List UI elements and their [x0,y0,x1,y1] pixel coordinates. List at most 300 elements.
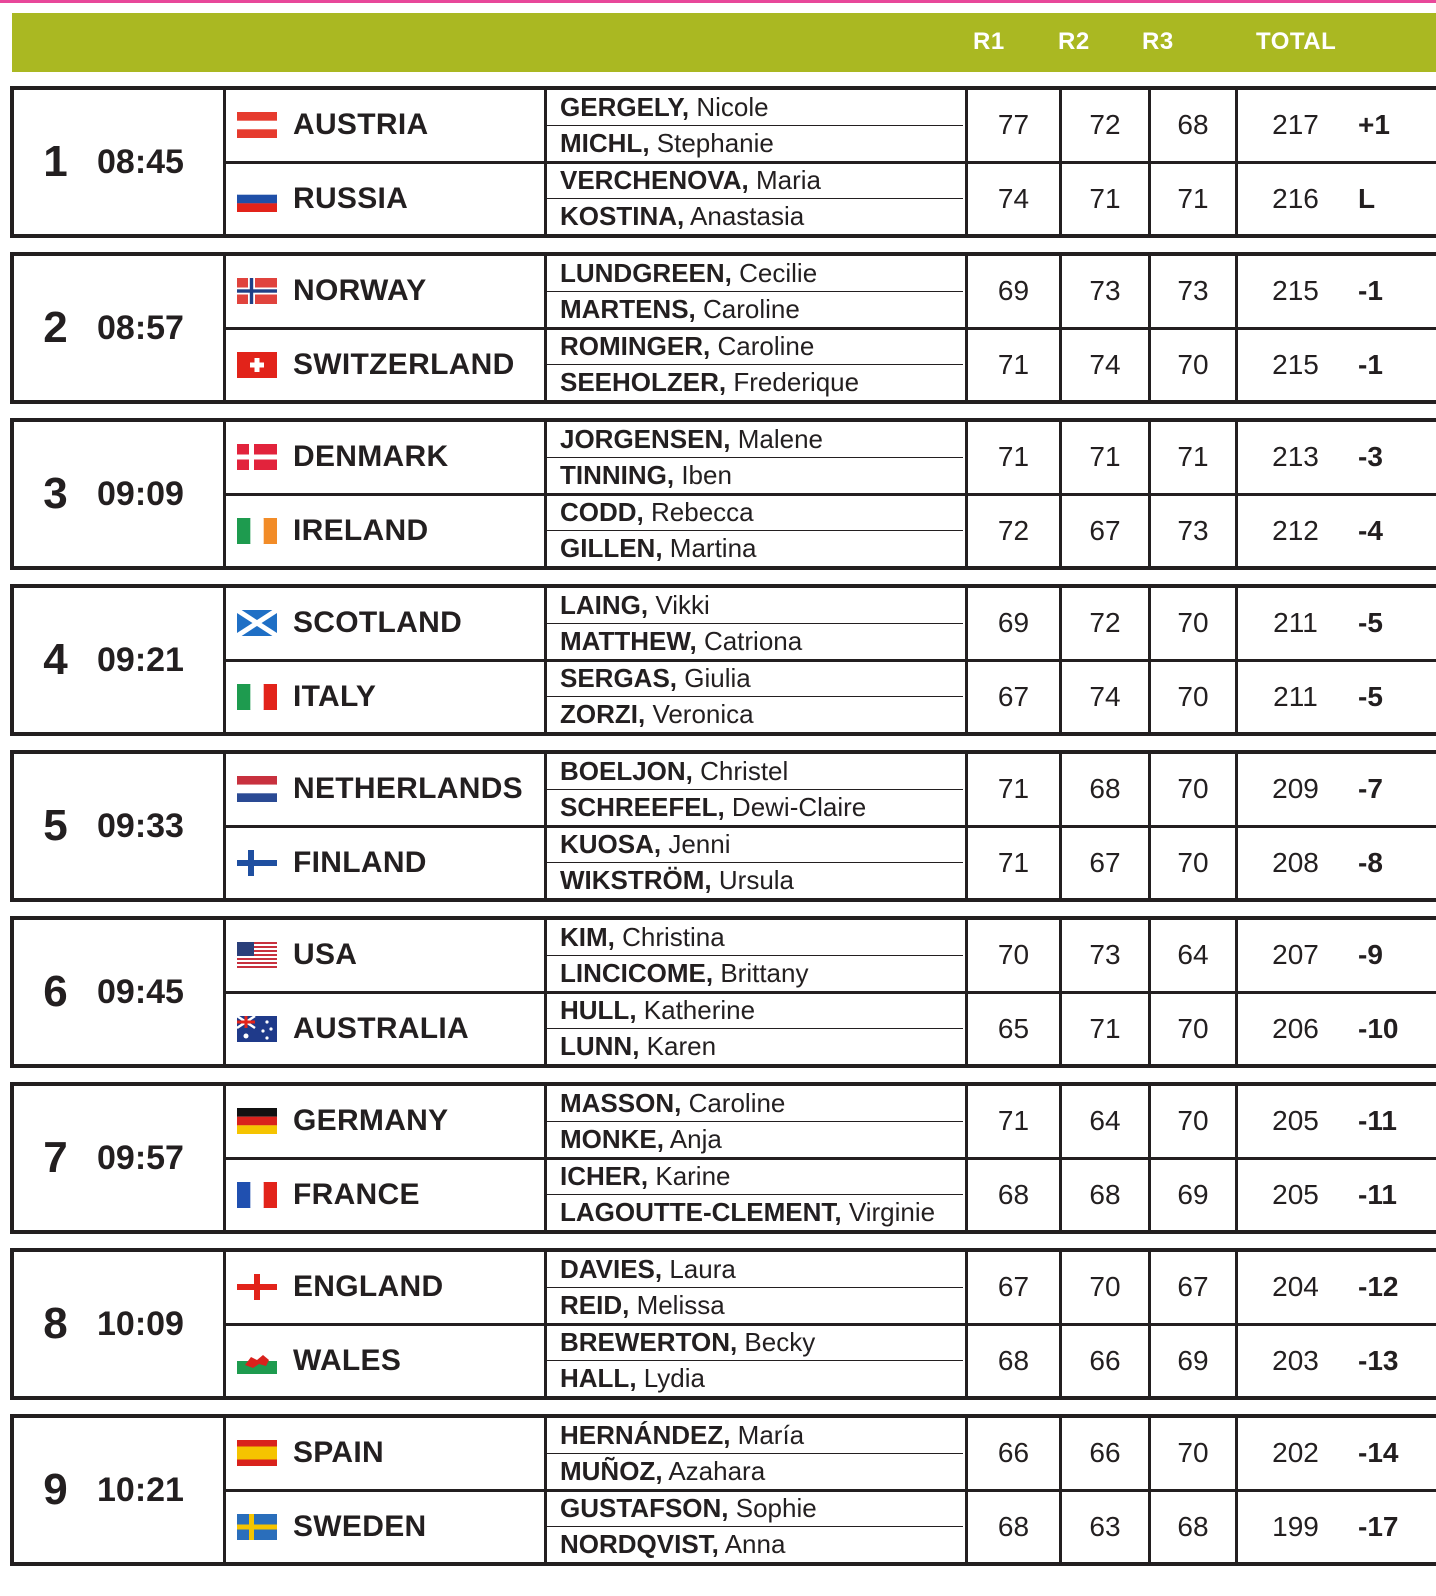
country-name: IRELAND [293,513,429,547]
team-cell [226,991,544,1065]
italy-flag-icon [237,684,277,710]
score-row [968,754,1436,825]
scores-column [965,422,1436,566]
player-pair [547,754,965,825]
player-name [547,256,965,291]
team-cell [226,1086,544,1157]
score-r1: 70 [968,920,1062,991]
player-first-name: Katherine [636,995,756,1026]
header-r3: R3 [1142,28,1174,55]
score-r2: 72 [1062,90,1151,161]
score-total: 212 [1272,514,1319,546]
group-number: 8 [43,1299,68,1348]
score-r1: 69 [968,588,1062,659]
score-r2: 71 [1062,164,1151,235]
player-first-name: Karen [639,1031,717,1062]
player-pair [547,422,965,493]
pairing-group [10,418,1436,570]
player-name [547,530,963,566]
player-last-name: DAVIES, [560,1253,663,1284]
player-first-name: Laura [662,1253,736,1284]
player-first-name: Ursula [711,865,795,896]
player-name [547,1287,963,1323]
header-r1: R1 [973,28,1005,55]
score-to-par: -11 [1358,1178,1397,1210]
scores-column [965,1086,1436,1230]
players-column [547,920,965,1064]
team-cell [226,256,544,327]
score-r1: 71 [968,754,1062,825]
player-first-name: Christel [692,755,789,786]
player-name [547,125,963,161]
country-name: WALES [293,1343,402,1377]
player-first-name: Karine [648,1161,731,1192]
player-name [547,1418,965,1453]
score-row [968,1157,1436,1231]
player-last-name: SCHREEFEL, [560,791,725,822]
scotland-flag-icon [237,610,277,636]
pairing-group [10,86,1436,238]
score-total: 217 [1272,109,1319,141]
player-first-name: Stephanie [649,127,774,158]
player-pair [547,1323,965,1397]
player-last-name: VERCHENOVA, [560,165,749,196]
score-total: 205 [1272,1178,1319,1210]
players-column [547,1252,965,1396]
country-name: AUSTRIA [293,108,429,142]
player-name [547,1252,965,1287]
player-first-name: Rebecca [643,497,754,528]
player-last-name: GILLEN, [560,533,663,564]
players-column [547,1086,965,1230]
team-cell [226,161,544,235]
score-total: 207 [1272,939,1319,971]
pairing-group [10,584,1436,736]
tee-time: 09:45 [97,972,184,1011]
country-name: USA [293,938,358,972]
country-name: DENMARK [293,440,449,474]
player-last-name: LAING, [560,589,649,620]
player-last-name: JORGENSEN, [560,423,731,454]
wales-flag-icon [237,1348,277,1374]
player-first-name: Dewi-Claire [724,791,867,822]
country-name: SCOTLAND [293,606,463,640]
score-to-par: -17 [1358,1510,1399,1542]
player-last-name: ZORZI, [560,699,646,730]
ireland-flag-icon [237,518,277,544]
score-r2: 74 [1062,662,1151,733]
player-last-name: KOSTINA, [560,201,685,232]
player-name [547,1326,965,1361]
country-name: GERMANY [293,1104,449,1138]
score-r1: 66 [968,1418,1062,1489]
player-name [547,862,963,898]
score-r3: 70 [1151,754,1238,825]
group-number: 2 [43,303,68,352]
score-row [968,422,1436,493]
score-to-par: -14 [1358,1437,1399,1469]
player-pair [547,327,965,401]
score-r1: 67 [968,1252,1062,1323]
player-name [547,1194,963,1230]
finland-flag-icon [237,850,277,876]
score-r2: 72 [1062,588,1151,659]
players-column [547,754,965,898]
team-cell [226,1323,544,1397]
country-name: NETHERLANDS [293,772,523,806]
teams-column [223,588,547,732]
england-flag-icon [237,1274,277,1300]
player-first-name: Caroline [710,331,815,362]
score-r1: 68 [968,1492,1062,1563]
pairing-group [10,916,1436,1068]
player-last-name: ICHER, [560,1161,649,1192]
score-row [968,1418,1436,1489]
score-r1: 68 [968,1160,1062,1231]
team-cell [226,422,544,493]
score-r1: 77 [968,90,1062,161]
score-r3: 70 [1151,662,1238,733]
score-to-par: -10 [1358,1012,1399,1044]
player-first-name: Sophie [728,1493,817,1524]
player-last-name: KIM, [560,921,615,952]
netherlands-flag-icon [237,776,277,802]
group-number: 1 [43,137,68,186]
group-number: 4 [43,635,68,684]
teams-column [223,256,547,400]
austria-flag-icon [237,112,277,138]
player-name [547,1160,965,1195]
score-row [968,825,1436,899]
player-first-name: María [730,1419,805,1450]
player-name [547,754,965,789]
score-r2: 70 [1062,1252,1151,1323]
score-row [968,1252,1436,1323]
player-name [547,1086,965,1121]
score-r2: 64 [1062,1086,1151,1157]
player-name [547,496,965,531]
player-last-name: SEEHOLZER, [560,367,727,398]
score-total: 199 [1272,1510,1319,1542]
player-name [547,364,963,400]
player-last-name: MATTHEW, [560,625,697,656]
player-first-name: Cecilie [731,257,818,288]
player-first-name: Veronica [645,699,754,730]
player-name [547,422,965,457]
player-name [547,457,963,493]
pairing-group [10,252,1436,404]
player-name [547,994,965,1029]
team-cell [226,1489,544,1563]
player-first-name: Anja [664,1123,722,1154]
score-to-par: -11 [1358,1105,1397,1137]
score-r1: 71 [968,828,1062,899]
russia-flag-icon [237,186,277,212]
player-last-name: BREWERTON, [560,1327,738,1358]
score-r3: 71 [1151,164,1238,235]
player-name [547,955,963,991]
player-name [547,696,963,732]
player-last-name: MICHL, [560,127,650,158]
score-r3: 70 [1151,828,1238,899]
score-r2: 71 [1062,422,1151,493]
players-column [547,256,965,400]
player-first-name: Martina [662,533,757,564]
player-first-name: Frederique [726,367,860,398]
player-first-name: Jenni [661,829,731,860]
player-first-name: Caroline [681,1087,786,1118]
score-total: 215 [1272,348,1319,380]
score-row [968,493,1436,567]
scores-column [965,90,1436,234]
score-r3: 70 [1151,1418,1238,1489]
country-name: NORWAY [293,274,427,308]
column-header-bar [12,13,1436,72]
team-cell [226,920,544,991]
player-first-name: Maria [748,165,822,196]
teams-column [223,754,547,898]
score-total: 204 [1272,1271,1319,1303]
group-number: 3 [43,469,68,518]
player-name [547,1526,963,1562]
score-to-par: -3 [1358,441,1383,473]
player-pair [547,1418,965,1489]
scores-column [965,1418,1436,1562]
team-cell [226,659,544,733]
score-to-par: -12 [1358,1271,1399,1303]
player-name [547,198,963,234]
score-r2: 67 [1062,496,1151,567]
player-last-name: KUOSA, [560,829,662,860]
player-last-name: REID, [560,1289,630,1320]
score-r2: 66 [1062,1418,1151,1489]
player-name [547,588,965,623]
score-r1: 69 [968,256,1062,327]
teams-column [223,422,547,566]
score-r2: 66 [1062,1326,1151,1397]
player-last-name: MASSON, [560,1087,682,1118]
score-r3: 67 [1151,1252,1238,1323]
players-column [547,90,965,234]
player-name [547,1121,963,1157]
player-first-name: Iben [674,459,732,490]
germany-flag-icon [237,1108,277,1134]
player-first-name: Vikki [648,589,710,620]
score-r3: 70 [1151,1086,1238,1157]
player-last-name: TINNING, [560,459,675,490]
top-accent-line [0,0,1436,3]
player-last-name: LAGOUTTE-CLEMENT, [560,1197,842,1228]
pairing-group [10,1248,1436,1400]
team-cell [226,1157,544,1231]
player-last-name: LUNDGREEN, [560,257,732,288]
players-column [547,588,965,732]
team-cell [226,825,544,899]
country-name: SPAIN [293,1436,384,1470]
country-name: ENGLAND [293,1270,444,1304]
score-r3: 73 [1151,256,1238,327]
score-total: 216 [1272,182,1319,214]
player-first-name: Melissa [629,1289,725,1320]
country-name: RUSSIA [293,181,409,215]
player-last-name: GUSTAFSON, [560,1493,729,1524]
score-row [968,327,1436,401]
score-r3: 68 [1151,1492,1238,1563]
score-r3: 73 [1151,496,1238,567]
score-total: 202 [1272,1437,1319,1469]
tee-time: 10:21 [97,1470,184,1509]
player-pair [547,90,965,161]
player-name [547,330,965,365]
player-first-name: Anastasia [684,201,805,232]
player-last-name: GERGELY, [560,91,690,122]
score-to-par: +1 [1358,109,1390,141]
score-r3: 69 [1151,1326,1238,1397]
player-first-name: Giulia [677,663,751,694]
player-first-name: Nicole [689,91,769,122]
norway-flag-icon [237,278,277,304]
pairing-group [10,750,1436,902]
pairing-group [10,1414,1436,1566]
switzerland-flag-icon [237,352,277,378]
player-last-name: BOELJON, [560,755,693,786]
denmark-flag-icon [237,444,277,470]
player-pair [547,991,965,1065]
score-total: 203 [1272,1344,1319,1376]
player-first-name: Catriona [696,625,803,656]
score-row [968,1323,1436,1397]
score-r3: 71 [1151,422,1238,493]
teams-column [223,90,547,234]
spain-flag-icon [237,1440,277,1466]
score-r1: 65 [968,994,1062,1065]
tee-time: 09:57 [97,1138,184,1177]
country-name: AUSTRALIA [293,1011,470,1045]
score-to-par: -1 [1358,275,1383,307]
score-total: 213 [1272,441,1319,473]
tee-time: 08:45 [97,142,184,181]
score-r3: 69 [1151,1160,1238,1231]
score-r3: 68 [1151,90,1238,161]
team-cell [226,1252,544,1323]
score-r1: 67 [968,662,1062,733]
player-pair [547,1157,965,1231]
france-flag-icon [237,1182,277,1208]
player-first-name: Christina [614,921,725,952]
player-last-name: MARTENS, [560,293,696,324]
players-column [547,1418,965,1562]
tee-time: 08:57 [97,308,184,347]
player-last-name: LINCICOME, [560,957,714,988]
score-total: 211 [1273,680,1318,712]
group-number: 9 [43,1465,68,1514]
player-name [547,164,965,199]
team-cell [226,327,544,401]
score-r3: 70 [1151,330,1238,401]
score-total: 205 [1272,1105,1319,1137]
score-row [968,90,1436,161]
scores-column [965,256,1436,400]
score-row [968,256,1436,327]
tee-time: 10:09 [97,1304,184,1343]
player-last-name: HALL, [560,1363,637,1394]
country-name: FINLAND [293,845,427,879]
header-r2: R2 [1058,28,1090,55]
score-r3: 70 [1151,588,1238,659]
player-first-name: Virginie [841,1197,936,1228]
player-name [547,828,965,863]
sweden-flag-icon [237,1514,277,1540]
player-last-name: MONKE, [560,1123,664,1154]
score-total: 208 [1272,846,1319,878]
players-column [547,422,965,566]
player-last-name: LUNN, [560,1031,640,1062]
score-r2: 73 [1062,256,1151,327]
player-first-name: Caroline [695,293,800,324]
player-first-name: Malene [730,423,823,454]
teams-column [223,1252,547,1396]
player-name [547,789,963,825]
player-pair [547,659,965,733]
score-r2: 74 [1062,330,1151,401]
player-first-name: Brittany [713,957,809,988]
team-cell [226,1418,544,1489]
country-name: SWEDEN [293,1509,427,1543]
teams-column [223,1086,547,1230]
usa-flag-icon [237,942,277,968]
score-r1: 68 [968,1326,1062,1397]
score-to-par: -13 [1358,1344,1399,1376]
score-r3: 70 [1151,994,1238,1065]
score-to-par: -4 [1358,514,1383,546]
score-to-par: L [1358,182,1376,214]
country-name: FRANCE [293,1177,420,1211]
country-name: SWITZERLAND [293,347,515,381]
header-total: TOTAL [1256,28,1337,55]
player-last-name: HERNÁNDEZ, [560,1419,731,1450]
player-pair [547,256,965,327]
team-cell [226,754,544,825]
team-cell [226,493,544,567]
teams-column [223,920,547,1064]
player-name [547,1028,963,1064]
player-last-name: NORDQVIST, [560,1529,719,1560]
score-total: 206 [1272,1012,1319,1044]
player-last-name: SERGAS, [560,663,678,694]
score-total: 211 [1273,607,1318,639]
australia-flag-icon [237,1016,277,1042]
score-row [968,588,1436,659]
score-row [968,920,1436,991]
player-last-name: WIKSTRÖM, [560,865,712,896]
score-r1: 72 [968,496,1062,567]
score-r2: 63 [1062,1492,1151,1563]
tee-time: 09:09 [97,474,184,513]
tee-time: 09:21 [97,640,184,679]
player-name [547,920,965,955]
group-number: 7 [43,1133,68,1182]
player-pair [547,1086,965,1157]
score-total: 209 [1272,773,1319,805]
player-name [547,1453,963,1489]
score-r1: 74 [968,164,1062,235]
team-cell [226,90,544,161]
player-last-name: MUÑOZ, [560,1455,663,1486]
player-last-name: HULL, [560,995,637,1026]
group-number: 6 [43,967,68,1016]
score-r3: 64 [1151,920,1238,991]
player-name [547,1360,963,1396]
